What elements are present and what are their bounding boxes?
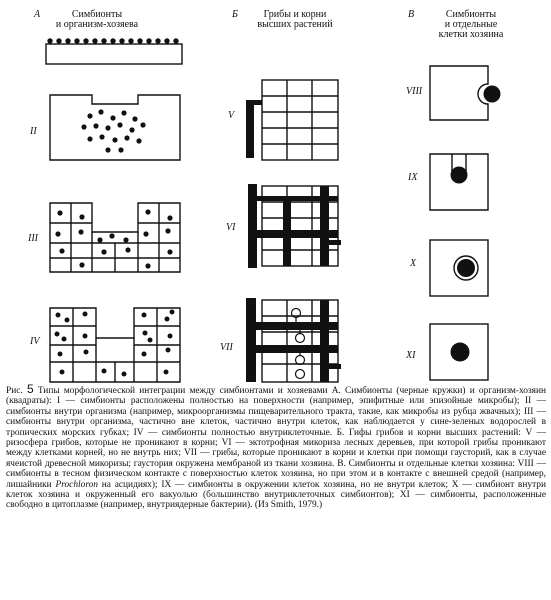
label-iii: III: [28, 233, 38, 244]
label-vi: VI: [226, 222, 236, 233]
column-a-title-2: и организм-хозяева: [55, 19, 139, 30]
column-b-letter: Б: [232, 9, 238, 20]
panel-iv-host: [50, 308, 180, 382]
caption-italic-term: Prochloron: [55, 479, 98, 490]
label-ii: II: [30, 126, 37, 137]
panel-i-host: [46, 44, 182, 64]
panel-xi-symbiont: [451, 343, 470, 362]
column-a-title-1: Симбионты: [71, 9, 123, 20]
panel-vii-haustoria: [292, 309, 305, 379]
column-b-title-2: высших растений: [257, 19, 333, 30]
column-c-letter: В: [408, 9, 415, 20]
panel-vii-hypha: [246, 298, 341, 382]
caption-number: 5: [26, 382, 34, 396]
column-c-title-1: Симбионты: [445, 9, 497, 20]
panel-viii-symbiont: [484, 86, 501, 103]
panel-ii-symbionts: [81, 109, 145, 152]
figure-caption: [6, 384, 546, 511]
label-vii: VII: [220, 342, 233, 353]
caption-text-end: на асцидиях); IX — симбионты в окружении клеток хозяина, но не внутри клеток; X — симбионт внутри клеток хозяина и окруженный его вакуолью (большинство внутриклеточных симбионтов); XI — симбионты, расположенные свободно в цитоплазме (например, внутриядерные бактерии). (Из Smith, 1979.): [6, 479, 546, 511]
panel-v-root: [262, 80, 338, 160]
panel-viii-cell: [430, 66, 488, 120]
panel-iii-host: [50, 203, 180, 272]
label-ix: IX: [408, 172, 418, 183]
label-x: X: [410, 258, 417, 269]
label-xi: XI: [406, 350, 416, 361]
panel-iii-symbionts: [55, 209, 172, 268]
panel-i-symbionts: [47, 38, 178, 43]
panel-x-symbiont: [457, 259, 475, 277]
caption-prefix: Рис.: [6, 386, 23, 396]
label-viii: VIII: [406, 86, 423, 97]
label-iv: IV: [30, 336, 40, 347]
panel-ix-symbiont: [451, 167, 468, 184]
column-c-title-3: клетки хозяина: [438, 29, 504, 40]
panel-ii-host: [50, 95, 180, 160]
panel-v-hypha: [246, 100, 262, 158]
caption-text: Типы морфологической интеграции между симбионтами и хозяевами А. Симбионты (черные кружки) и организм-хозяин (квадраты): I — симбионты расположены полностью на поверхности (например, эпифитные или эпизойные микробы); II — симбионты внутри организма (например, микроорганизмы пищеварительного тракта, такие, как микробы из рубца жвачных); III — симбионты внутри организма, частично вне клеток, частично внутри клеток, как наблюдается у сине-зеленых водорослей в тропических морских губках; IV — симбионты полностью внутриклеточные. Б. Гифы грибов и корни высших растений: V — ризосфера грибов, которые не проникают в корни; VI — эктотрофная микориза лесных деревьев, при которой грибы проникают между клетками корней, но не внутрь них; VII — грибы, которые проникают в корни и клетки при помощи гаусторий, как в случае ячеистой древесной микоризы; гаустория окружена мембраной из ткани хозяина. В. Симбионты и отдельные клетки хозяина: VIII — симбионты в тесном физическом контакте с поверхностью клеток хозяина, но при этом и в контакте с внешней средой (например, лишайники: [6, 386, 547, 490]
label-v: V: [228, 110, 235, 121]
column-a-letter: А: [34, 9, 41, 20]
column-c-title-2: и отдельные: [444, 19, 498, 30]
column-b-title-1: Грибы и корни: [263, 9, 327, 20]
